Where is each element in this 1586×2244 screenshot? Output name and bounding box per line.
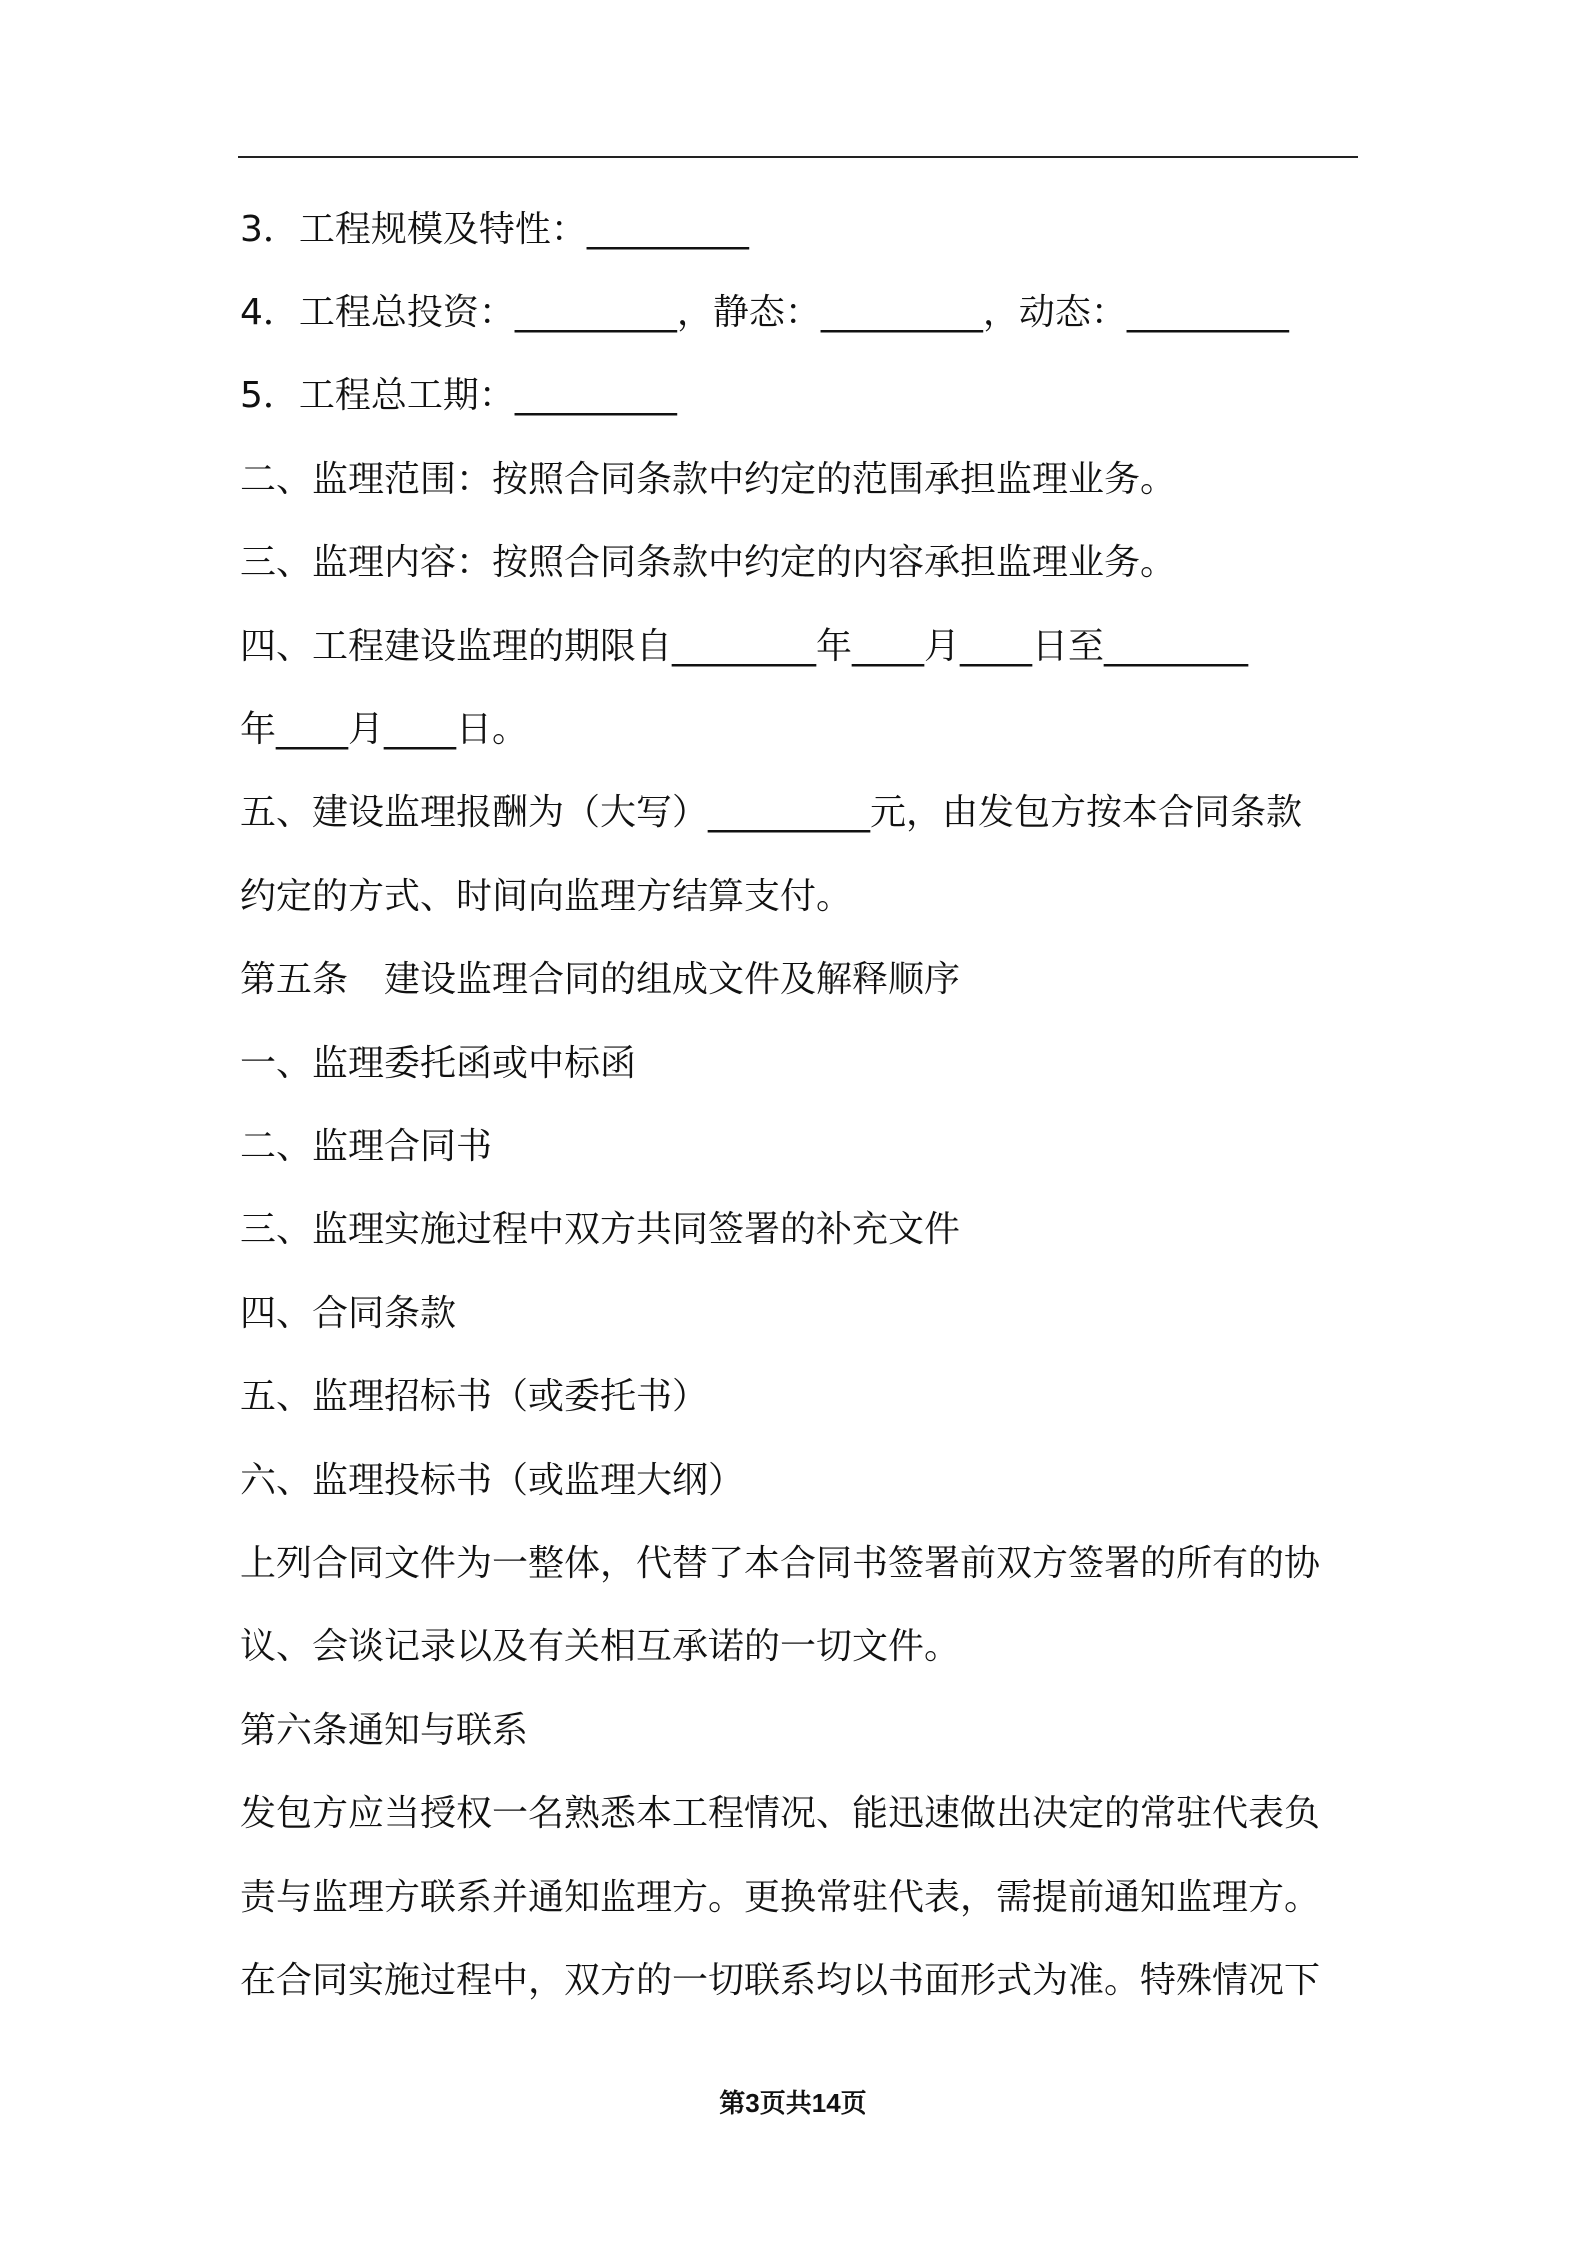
list-item-4: 四、合同条款 bbox=[240, 1293, 457, 1334]
text-line-fee: 五、建设监理报酬为（大写）_________元，由发包方按本合同条款 bbox=[240, 792, 1303, 833]
list-item-6: 六、监理投标书（或监理大纲） bbox=[240, 1460, 745, 1501]
text-line-scope: 二、监理范围：按照合同条款中约定的范围承担监理业务。 bbox=[240, 459, 1177, 500]
page-number: 第3页共14页 bbox=[719, 2088, 867, 2118]
list-item-2: 二、监理合同书 bbox=[240, 1126, 493, 1167]
section-heading-article-6: 第六条通知与联系 bbox=[240, 1710, 529, 1751]
list-item-3: 三、监理实施过程中双方共同签署的补充文件 bbox=[240, 1209, 961, 1250]
text-line-investment: 4．工程总投资：_________，静态：_________，动态：_________ bbox=[240, 292, 1289, 333]
text-line-representative: 发包方应当授权一名熟悉本工程情况、能迅速做出决定的常驻代表负 bbox=[240, 1793, 1321, 1834]
text-line-written-form: 在合同实施过程中，双方的一切联系均以书面形式为准。特殊情况下 bbox=[240, 1960, 1321, 2001]
header-rule bbox=[238, 156, 1358, 158]
text-line-duration: 5．工程总工期：_________ bbox=[240, 375, 677, 416]
text-line-period: 四、工程建设监理的期限自________年____月____日至________ bbox=[240, 626, 1249, 667]
text-line-content: 三、监理内容：按照合同条款中约定的内容承担监理业务。 bbox=[240, 542, 1177, 583]
text-line-scale: 3．工程规模及特性：_________ bbox=[240, 209, 749, 250]
list-item-1: 一、监理委托函或中标函 bbox=[240, 1043, 637, 1084]
text-line-whole: 上列合同文件为一整体，代替了本合同书签署前双方签署的所有的协 bbox=[240, 1543, 1321, 1584]
section-heading-article-5: 第五条 建设监理合同的组成文件及解释顺序 bbox=[240, 959, 961, 1000]
list-item-5: 五、监理招标书（或委托书） bbox=[240, 1376, 709, 1417]
text-line-period-end: 年____月____日。 bbox=[240, 709, 529, 750]
text-line-whole-cont: 议、会谈记录以及有关相互承诺的一切文件。 bbox=[240, 1626, 961, 1667]
text-line-fee-cont: 约定的方式、时间向监理方结算支付。 bbox=[240, 876, 853, 917]
text-line-representative-cont: 责与监理方联系并通知监理方。更换常驻代表，需提前通知监理方。 bbox=[240, 1877, 1321, 1918]
